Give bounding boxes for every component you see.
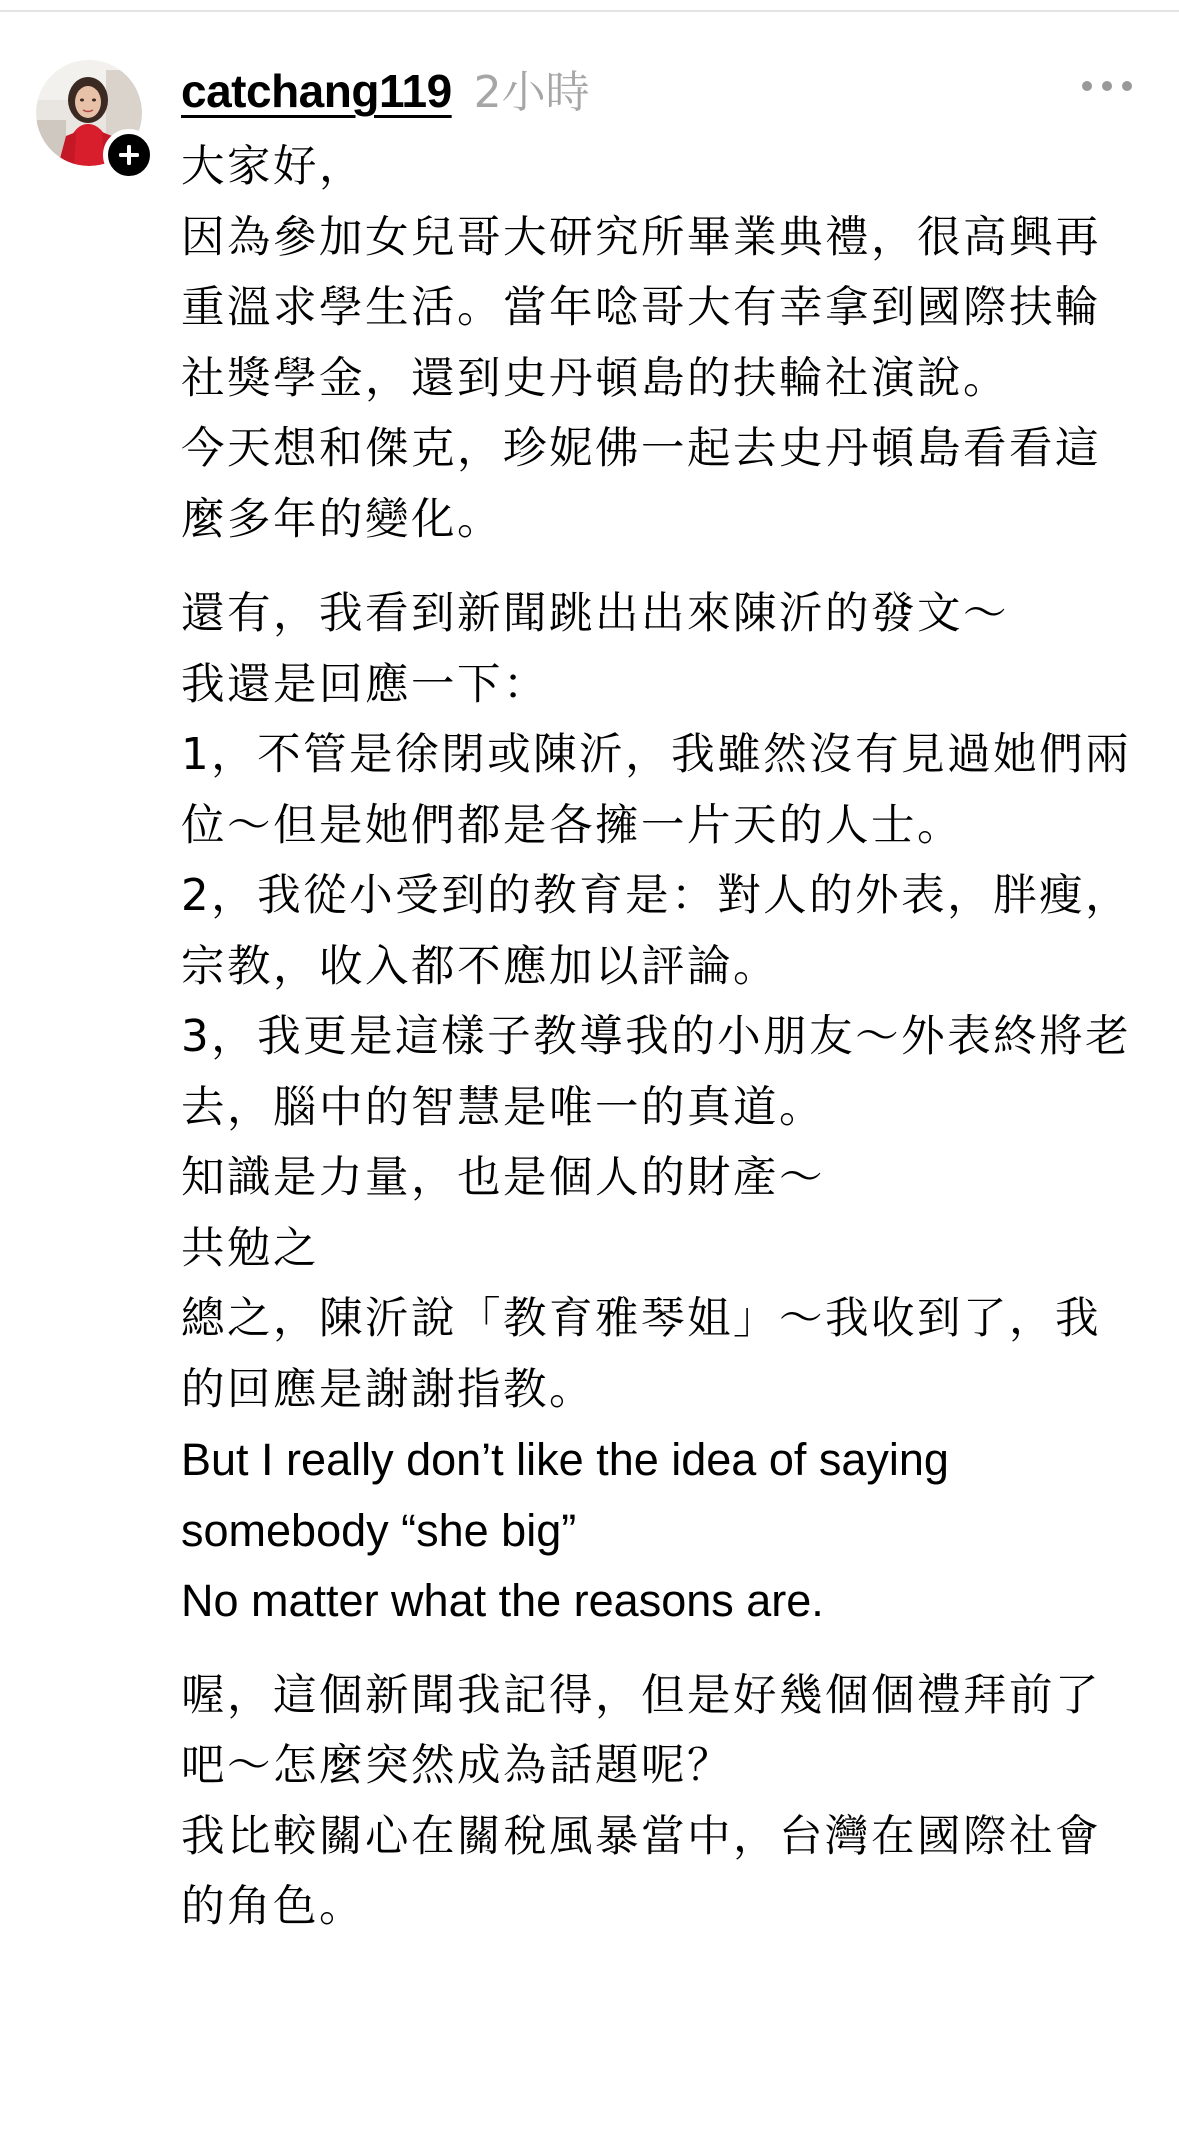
post-paragraph: No matter what the reasons are. — [181, 1575, 824, 1626]
post-paragraph: 總之，陳沂說「教育雅琴姐」～我收到了，我的回應是謝謝指教。 — [181, 1294, 1101, 1415]
ellipsis-icon-dot — [1122, 81, 1132, 91]
post-timestamp: 2小時 — [473, 67, 590, 118]
post-paragraph: 還有，我看到新聞跳出出來陳沂的發文～ — [181, 589, 1009, 639]
post-paragraph: 2，我從小受到的教育是：對人的外表，胖瘦，宗教，收入都不應加以評論。 — [181, 871, 1132, 992]
post-paragraph: 我還是回應一下： — [181, 659, 549, 710]
post-paragraph: 今天想和傑克，珍妮佛一起去史丹頓島看看這麼多年的變化。 — [181, 424, 1101, 545]
post-paragraph: But I really don’t like the idea of saying somebody “she big” — [181, 1434, 949, 1556]
plus-icon — [118, 144, 140, 166]
post-header — [181, 56, 590, 116]
ellipsis-icon-dot — [1102, 81, 1112, 91]
post-paragraph: 喔，這個新聞我記得，但是好幾個個禮拜前了吧～怎麼突然成為話題呢？ — [181, 1670, 1101, 1791]
post-paragraph: 共勉之 — [181, 1223, 319, 1274]
more-options-button[interactable] — [1082, 74, 1132, 98]
top-divider — [0, 10, 1179, 12]
post-paragraph: 我比較關心在關稅風暴當中，台灣在國際社會的角色。 — [181, 1811, 1101, 1932]
post-paragraph: 因為參加女兒哥大研究所畢業典禮，很高興再重溫求學生活。當年唸哥大有幸拿到國際扶輪社獎學金，還到史丹頓島的扶輪社演說。 — [181, 212, 1101, 404]
follow-button[interactable] — [103, 129, 155, 181]
post-paragraph: 1，不管是徐閉或陳沂，我雖然沒有見過她們兩位～但是她們都是各擁一片天的人士。 — [181, 730, 1132, 851]
post-paragraph: 大家好， — [181, 142, 365, 192]
username-link[interactable]: catchang119 — [181, 65, 452, 117]
ellipsis-icon-dot — [1082, 81, 1092, 91]
post-body — [181, 132, 1141, 1943]
post-paragraph: 3，我更是這樣子教導我的小朋友～外表終將老去，腦中的智慧是唯一的真道。 — [181, 1012, 1132, 1133]
post-paragraph: 知識是力量，也是個人的財產～ — [181, 1153, 825, 1203]
